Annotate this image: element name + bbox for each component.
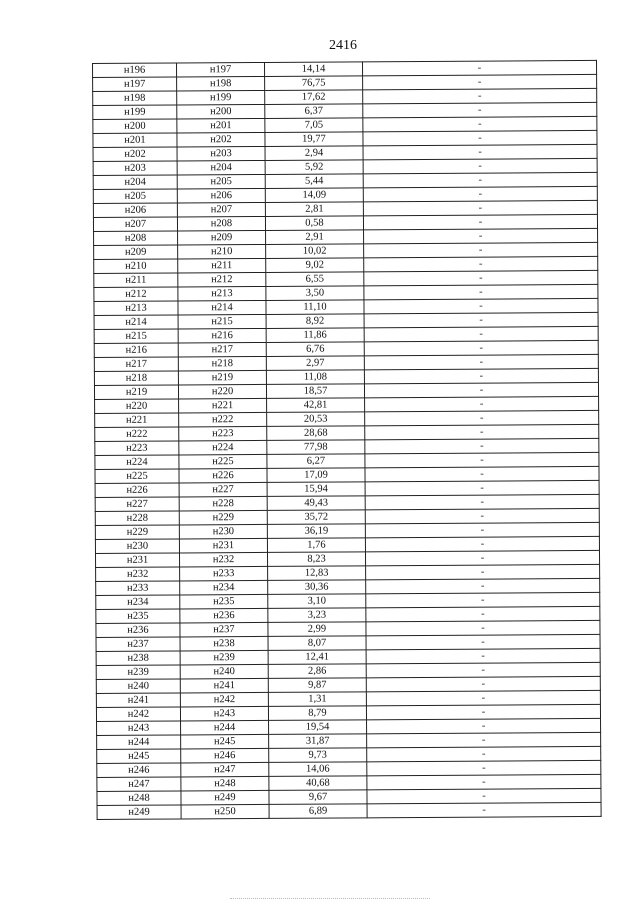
note-cell: - xyxy=(365,522,599,537)
distance-cell: 3,50 xyxy=(266,286,364,301)
to-point-cell: н214 xyxy=(178,300,266,315)
to-point-cell: н250 xyxy=(181,804,269,819)
distance-cell: 6,27 xyxy=(267,454,365,469)
to-point-cell: н223 xyxy=(179,426,267,441)
note-cell: - xyxy=(363,74,597,89)
distance-cell: 11,10 xyxy=(266,300,364,315)
distance-cell: 2,91 xyxy=(266,230,364,245)
from-point-cell: н241 xyxy=(96,693,180,708)
from-point-cell: н206 xyxy=(93,203,177,218)
to-point-cell: н205 xyxy=(177,174,265,189)
note-cell: - xyxy=(367,760,601,775)
note-cell: - xyxy=(363,200,597,215)
to-point-cell: н238 xyxy=(180,636,268,651)
distance-cell: 8,79 xyxy=(268,706,366,721)
to-point-cell: н210 xyxy=(178,244,266,259)
distance-cell: 10,02 xyxy=(266,244,364,259)
to-point-cell: н230 xyxy=(179,524,267,539)
to-point-cell: н231 xyxy=(179,538,267,553)
note-cell: - xyxy=(366,606,600,621)
to-point-cell: н249 xyxy=(181,790,269,805)
note-cell: - xyxy=(365,410,599,425)
from-point-cell: н196 xyxy=(93,63,177,78)
distance-cell: 12,83 xyxy=(268,566,366,581)
distance-cell: 11,86 xyxy=(266,328,364,343)
from-point-cell: н205 xyxy=(93,189,177,204)
from-point-cell: н200 xyxy=(93,119,177,134)
to-point-cell: н216 xyxy=(178,328,266,343)
note-cell: - xyxy=(364,256,598,271)
to-point-cell: н211 xyxy=(178,258,266,273)
distance-cell: 8,23 xyxy=(267,552,365,567)
distance-cell: 2,99 xyxy=(268,622,366,637)
to-point-cell: н212 xyxy=(178,272,266,287)
distance-cell: 6,37 xyxy=(265,104,363,119)
note-cell: - xyxy=(367,746,601,761)
note-cell: - xyxy=(367,774,601,789)
note-cell: - xyxy=(366,620,600,635)
distance-cell: 17,62 xyxy=(265,90,363,105)
note-cell: - xyxy=(363,144,597,159)
distance-cell: 1,76 xyxy=(267,538,365,553)
note-cell: - xyxy=(366,592,600,607)
from-point-cell: н246 xyxy=(97,763,181,778)
to-point-cell: н202 xyxy=(177,132,265,147)
note-cell: - xyxy=(363,116,597,131)
to-point-cell: н220 xyxy=(178,384,266,399)
to-point-cell: н198 xyxy=(177,76,265,91)
distance-cell: 7,05 xyxy=(265,118,363,133)
from-point-cell: н234 xyxy=(96,595,180,610)
distance-cell: 3,10 xyxy=(268,594,366,609)
distance-cell: 35,72 xyxy=(267,510,365,525)
from-point-cell: н239 xyxy=(96,665,180,680)
to-point-cell: н209 xyxy=(178,230,266,245)
distance-cell: 31,87 xyxy=(269,734,367,749)
from-point-cell: н211 xyxy=(94,273,178,288)
note-cell: - xyxy=(364,242,598,257)
boundary-points-table xyxy=(92,60,602,820)
to-point-cell: н239 xyxy=(180,650,268,665)
from-point-cell: н235 xyxy=(96,609,180,624)
note-cell: - xyxy=(367,802,601,817)
from-point-cell: н240 xyxy=(96,679,180,694)
note-cell: - xyxy=(364,284,598,299)
to-point-cell: н218 xyxy=(178,356,266,371)
note-cell: - xyxy=(363,130,597,145)
note-cell: - xyxy=(365,508,599,523)
to-point-cell: н201 xyxy=(177,118,265,133)
to-point-cell: н222 xyxy=(179,412,267,427)
to-point-cell: н246 xyxy=(181,748,269,763)
distance-cell: 6,55 xyxy=(266,272,364,287)
note-cell: - xyxy=(364,382,598,397)
note-cell: - xyxy=(367,732,601,747)
to-point-cell: н247 xyxy=(181,762,269,777)
note-cell: - xyxy=(365,480,599,495)
distance-cell: 9,67 xyxy=(269,790,367,805)
to-point-cell: н226 xyxy=(179,468,267,483)
note-cell: - xyxy=(365,438,599,453)
to-point-cell: н199 xyxy=(177,90,265,105)
from-point-cell: н242 xyxy=(96,707,180,722)
from-point-cell: н223 xyxy=(95,441,179,456)
distance-cell: 76,75 xyxy=(265,76,363,91)
note-cell: - xyxy=(364,354,598,369)
distance-cell: 17,09 xyxy=(267,468,365,483)
from-point-cell: н214 xyxy=(94,315,178,330)
from-point-cell: н201 xyxy=(93,133,177,148)
from-point-cell: н226 xyxy=(95,483,179,498)
to-point-cell: н224 xyxy=(179,440,267,455)
from-point-cell: н247 xyxy=(97,777,181,792)
distance-cell: 12,41 xyxy=(268,650,366,665)
note-cell: - xyxy=(363,214,597,229)
distance-cell: 77,98 xyxy=(267,440,365,455)
note-cell: - xyxy=(365,494,599,509)
distance-cell: 2,94 xyxy=(265,146,363,161)
to-point-cell: н240 xyxy=(180,664,268,679)
distance-cell: 6,89 xyxy=(269,804,367,819)
to-point-cell: н213 xyxy=(178,286,266,301)
to-point-cell: н236 xyxy=(180,608,268,623)
note-cell: - xyxy=(363,172,597,187)
to-point-cell: н200 xyxy=(177,104,265,119)
distance-cell: 18,57 xyxy=(266,384,364,399)
from-point-cell: н232 xyxy=(96,567,180,582)
from-point-cell: н230 xyxy=(95,539,179,554)
distance-cell: 1,31 xyxy=(268,692,366,707)
note-cell: - xyxy=(366,634,600,649)
to-point-cell: н227 xyxy=(179,482,267,497)
distance-cell: 2,97 xyxy=(266,356,364,371)
from-point-cell: н204 xyxy=(93,175,177,190)
distance-cell: 30,36 xyxy=(268,580,366,595)
from-point-cell: н212 xyxy=(94,287,178,302)
from-point-cell: н216 xyxy=(94,343,178,358)
from-point-cell: н225 xyxy=(95,469,179,484)
from-point-cell: н198 xyxy=(93,91,177,106)
from-point-cell: н243 xyxy=(97,721,181,736)
from-point-cell: н203 xyxy=(93,161,177,176)
note-cell: - xyxy=(366,578,600,593)
to-point-cell: н208 xyxy=(177,216,265,231)
table-body xyxy=(93,60,602,819)
distance-cell: 14,14 xyxy=(264,62,362,77)
note-cell: - xyxy=(365,452,599,467)
to-point-cell: н217 xyxy=(178,342,266,357)
distance-cell: 19,77 xyxy=(265,132,363,147)
note-cell: - xyxy=(364,228,598,243)
from-point-cell: н248 xyxy=(97,791,181,806)
to-point-cell: н233 xyxy=(180,566,268,581)
distance-cell: 5,44 xyxy=(265,174,363,189)
note-cell: - xyxy=(364,312,598,327)
from-point-cell: н220 xyxy=(95,399,179,414)
note-cell: - xyxy=(364,270,598,285)
note-cell: - xyxy=(365,550,599,565)
note-cell: - xyxy=(364,298,598,313)
to-point-cell: н243 xyxy=(180,706,268,721)
from-point-cell: н224 xyxy=(95,455,179,470)
distance-cell: 42,81 xyxy=(267,398,365,413)
distance-cell: 8,92 xyxy=(266,314,364,329)
to-point-cell: н232 xyxy=(179,552,267,567)
to-point-cell: н225 xyxy=(179,454,267,469)
from-point-cell: н238 xyxy=(96,651,180,666)
distance-cell: 11,08 xyxy=(266,370,364,385)
from-point-cell: н245 xyxy=(97,749,181,764)
distance-cell: 36,19 xyxy=(267,524,365,539)
note-cell: - xyxy=(364,340,598,355)
from-point-cell: н218 xyxy=(94,371,178,386)
note-cell: - xyxy=(363,186,597,201)
from-point-cell: н222 xyxy=(95,427,179,442)
note-cell: - xyxy=(363,158,597,173)
to-point-cell: н245 xyxy=(181,734,269,749)
to-point-cell: н204 xyxy=(177,160,265,175)
note-cell: - xyxy=(363,102,597,117)
from-point-cell: н229 xyxy=(95,525,179,540)
distance-cell: 9,87 xyxy=(268,678,366,693)
from-point-cell: н213 xyxy=(94,301,178,316)
table-row xyxy=(97,802,601,819)
from-point-cell: н221 xyxy=(95,413,179,428)
distance-cell: 6,76 xyxy=(266,342,364,357)
distance-cell: 3,23 xyxy=(268,608,366,623)
distance-cell: 2,81 xyxy=(265,202,363,217)
to-point-cell: н237 xyxy=(180,622,268,637)
from-point-cell: н210 xyxy=(94,259,178,274)
note-cell: - xyxy=(366,662,600,677)
from-point-cell: н244 xyxy=(97,735,181,750)
from-point-cell: н199 xyxy=(93,105,177,120)
from-point-cell: н208 xyxy=(94,231,178,246)
from-point-cell: н228 xyxy=(95,511,179,526)
from-point-cell: н236 xyxy=(96,623,180,638)
note-cell: - xyxy=(366,690,600,705)
from-point-cell: н202 xyxy=(93,147,177,162)
note-cell: - xyxy=(363,88,597,103)
scan-edge-mark xyxy=(230,898,430,900)
note-cell: - xyxy=(367,788,601,803)
distance-cell: 15,94 xyxy=(267,482,365,497)
from-point-cell: н217 xyxy=(94,357,178,372)
to-point-cell: н207 xyxy=(177,202,265,217)
to-point-cell: н242 xyxy=(180,692,268,707)
to-point-cell: н229 xyxy=(179,510,267,525)
from-point-cell: н197 xyxy=(93,77,177,92)
from-point-cell: н233 xyxy=(96,581,180,596)
to-point-cell: н219 xyxy=(178,370,266,385)
distance-cell: 14,09 xyxy=(265,188,363,203)
note-cell: - xyxy=(366,676,600,691)
to-point-cell: н248 xyxy=(181,776,269,791)
to-point-cell: н206 xyxy=(177,188,265,203)
from-point-cell: н209 xyxy=(94,245,178,260)
note-cell: - xyxy=(365,536,599,551)
distance-cell: 14,06 xyxy=(269,762,367,777)
distance-cell: 0,58 xyxy=(265,216,363,231)
note-cell: - xyxy=(366,704,600,719)
distance-cell: 40,68 xyxy=(269,776,367,791)
from-point-cell: н207 xyxy=(93,217,177,232)
distance-cell: 9,73 xyxy=(269,748,367,763)
to-point-cell: н228 xyxy=(179,496,267,511)
from-point-cell: н237 xyxy=(96,637,180,652)
distance-cell: 2,86 xyxy=(268,664,366,679)
note-cell: - xyxy=(365,466,599,481)
distance-cell: 28,68 xyxy=(267,426,365,441)
distance-cell: 8,07 xyxy=(268,636,366,651)
from-point-cell: н249 xyxy=(97,805,181,820)
to-point-cell: н235 xyxy=(180,594,268,609)
from-point-cell: н215 xyxy=(94,329,178,344)
to-point-cell: н241 xyxy=(180,678,268,693)
distance-cell: 9,02 xyxy=(266,258,364,273)
note-cell: - xyxy=(366,648,600,663)
distance-cell: 20,53 xyxy=(267,412,365,427)
to-point-cell: н203 xyxy=(177,146,265,161)
note-cell: - xyxy=(364,326,598,341)
to-point-cell: н221 xyxy=(179,398,267,413)
from-point-cell: н219 xyxy=(94,385,178,400)
to-point-cell: н244 xyxy=(181,720,269,735)
distance-cell: 19,54 xyxy=(269,720,367,735)
distance-cell: 49,43 xyxy=(267,496,365,511)
distance-cell: 5,92 xyxy=(265,160,363,175)
page-number: 2416 xyxy=(329,38,357,53)
to-point-cell: н234 xyxy=(180,580,268,595)
from-point-cell: н231 xyxy=(95,553,179,568)
note-cell: - xyxy=(362,60,596,75)
to-point-cell: н215 xyxy=(178,314,266,329)
note-cell: - xyxy=(366,564,600,579)
note-cell: - xyxy=(365,424,599,439)
to-point-cell: н197 xyxy=(177,62,265,77)
note-cell: - xyxy=(365,396,599,411)
from-point-cell: н227 xyxy=(95,497,179,512)
note-cell: - xyxy=(367,718,601,733)
note-cell: - xyxy=(364,368,598,383)
